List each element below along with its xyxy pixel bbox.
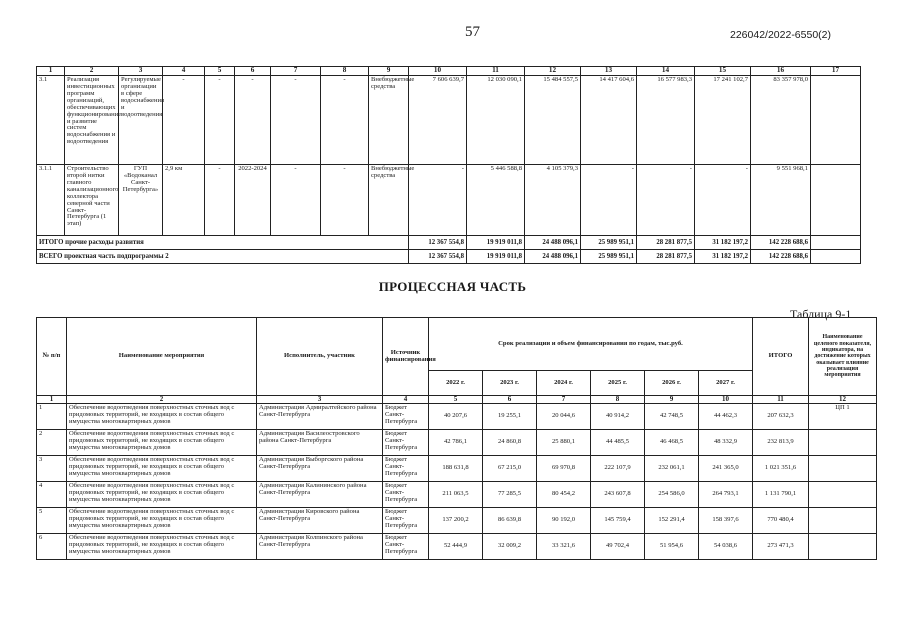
value-cell: 7 606 639,7 <box>409 76 467 165</box>
value-cell: 24 860,8 <box>483 430 537 456</box>
col-num: 15 <box>695 67 751 76</box>
funding-source: Бюджет Санкт-Петербурга <box>383 404 429 430</box>
header-period: Срок реализации и объем финансирования по годам, тыс.руб. <box>429 318 753 371</box>
value-cell: 40 207,6 <box>429 404 483 430</box>
col-num: 11 <box>753 396 809 404</box>
cell: 2,9 км <box>163 165 205 236</box>
value-cell: 86 639,8 <box>483 508 537 534</box>
header-name: Наименование мероприятия <box>67 318 257 396</box>
header-year: 2022 г. <box>429 371 483 396</box>
value-cell: 24 488 096,1 <box>525 250 581 264</box>
funding-source: Бюджет Санкт-Петербурга <box>383 508 429 534</box>
value-cell: 20 044,6 <box>537 404 591 430</box>
header-row <box>37 318 877 371</box>
page-number: 57 <box>465 24 480 40</box>
col-num: 16 <box>751 67 811 76</box>
total-cell: 1 021 351,6 <box>753 456 809 482</box>
measure-name: Обеспечение водоотведения поверхностных сточных вод с придомовых территорий, не входящих в состав общего имущества многоквартирных домов <box>67 508 257 534</box>
col-num: 5 <box>429 396 483 404</box>
total-cell: 232 813,9 <box>753 430 809 456</box>
row-number: 6 <box>37 534 67 560</box>
col-num: 6 <box>235 67 271 76</box>
measure-name: Обеспечение водоотведения поверхностных сточных вод с придомовых территорий, не входящих в состав общего имущества многоквартирных домов <box>67 404 257 430</box>
value-cell: 67 215,0 <box>483 456 537 482</box>
value-cell: 137 200,2 <box>429 508 483 534</box>
measure-name: Обеспечение водоотведения поверхностных сточных вод с придомовых территорий, не входящих в состав общего имущества многоквартирных домов <box>67 482 257 508</box>
project-costs-table <box>36 66 861 264</box>
executor: Администрация Колпинского района Санкт-Петербурга <box>257 534 383 560</box>
table-row <box>37 76 861 165</box>
value-cell: 51 954,6 <box>645 534 699 560</box>
executor: Регулируемые организации в сфере водоснабжения и водоотведения <box>119 76 163 165</box>
funding-source: Бюджет Санкт-Петербурга <box>383 482 429 508</box>
indicator-cell <box>809 534 877 560</box>
value-cell: 19 919 011,8 <box>467 236 525 250</box>
value-cell: 19 255,1 <box>483 404 537 430</box>
total-cell: 142 228 688,6 <box>751 250 811 264</box>
total-row <box>37 236 861 250</box>
measure-name: Обеспечение водоотведения поверхностных сточных вод с придомовых территорий, не входящих в состав общего имущества многоквартирных домов <box>67 430 257 456</box>
value-cell: 25 989 951,1 <box>581 236 637 250</box>
column-number-row <box>37 396 877 404</box>
cell: 2022-2024 <box>235 165 271 236</box>
value-cell: 14 417 604,6 <box>581 76 637 165</box>
value-cell: 46 468,5 <box>645 430 699 456</box>
empty-cell <box>811 250 861 264</box>
cell: - <box>271 165 321 236</box>
value-cell: 28 281 877,5 <box>637 250 695 264</box>
table-row <box>37 404 877 430</box>
cell: - <box>321 76 369 165</box>
value-cell: 32 009,2 <box>483 534 537 560</box>
col-num: 10 <box>409 67 467 76</box>
value-cell: 152 291,4 <box>645 508 699 534</box>
col-num: 6 <box>483 396 537 404</box>
col-num: 9 <box>369 67 409 76</box>
value-cell: 42 748,5 <box>645 404 699 430</box>
indicator-cell <box>809 508 877 534</box>
process-part-table <box>36 317 877 560</box>
total-cell: 207 632,3 <box>753 404 809 430</box>
cell: - <box>163 76 205 165</box>
value-cell: 25 880,1 <box>537 430 591 456</box>
col-num: 3 <box>257 396 383 404</box>
value-cell: 80 454,2 <box>537 482 591 508</box>
col-num: 2 <box>67 396 257 404</box>
value-cell: 145 759,4 <box>591 508 645 534</box>
funding-source: Бюджет Санкт-Петербурга <box>383 534 429 560</box>
table-row <box>37 456 877 482</box>
value-cell: 19 919 011,8 <box>467 250 525 264</box>
value-cell: 188 631,8 <box>429 456 483 482</box>
value-cell: 44 462,3 <box>699 404 753 430</box>
value-cell: 44 485,5 <box>591 430 645 456</box>
value-cell: 90 192,0 <box>537 508 591 534</box>
col-num: 10 <box>699 396 753 404</box>
measure-name: Обеспечение водоотведения поверхностных сточных вод с придомовых территорий, не входящих в состав общего имущества многоквартирных домов <box>67 456 257 482</box>
document-code: 226042/2022-6550(2) <box>730 29 832 41</box>
total-label: ВСЕГО проектная часть подпрограммы 2 <box>37 250 409 264</box>
value-cell: 264 793,1 <box>699 482 753 508</box>
total-cell: 770 480,4 <box>753 508 809 534</box>
total-cell: 273 471,3 <box>753 534 809 560</box>
funding-source: Бюджет Санкт-Петербурга <box>383 430 429 456</box>
value-cell: 12 030 090,1 <box>467 76 525 165</box>
value-cell: 48 332,9 <box>699 430 753 456</box>
value-cell: 12 367 554,8 <box>409 236 467 250</box>
value-cell: - <box>637 165 695 236</box>
value-cell: 69 970,8 <box>537 456 591 482</box>
executor: Администрация Кировского района Санкт-Петербурга <box>257 508 383 534</box>
section-title: ПРОЦЕССНАЯ ЧАСТЬ <box>378 279 527 294</box>
value-cell: 243 607,8 <box>591 482 645 508</box>
executor: ГУП «Водоканал Санкт-Петербурга» <box>119 165 163 236</box>
header-year: 2026 г. <box>645 371 699 396</box>
col-num: 9 <box>645 396 699 404</box>
total-cell: 142 228 688,6 <box>751 236 811 250</box>
value-cell: 31 182 197,2 <box>695 236 751 250</box>
value-cell: 15 484 557,5 <box>525 76 581 165</box>
table-row <box>37 430 877 456</box>
funding-source: Внебюджетные средства <box>369 76 409 165</box>
table-row <box>37 534 877 560</box>
table-label: Таблица 9-1 <box>790 307 852 321</box>
value-cell: 31 182 197,2 <box>695 250 751 264</box>
value-cell: 33 321,6 <box>537 534 591 560</box>
col-num: 7 <box>537 396 591 404</box>
value-cell: 77 285,5 <box>483 482 537 508</box>
col-num: 17 <box>811 67 861 76</box>
header-num: № п/п <box>37 318 67 396</box>
value-cell: 25 989 951,1 <box>581 250 637 264</box>
col-num: 4 <box>383 396 429 404</box>
col-num: 7 <box>271 67 321 76</box>
measure-name: Реализация инвестиционных программ организаций, обеспечивающих функционирование и развитие систем водоснабжения и водоотведения <box>65 76 119 165</box>
cell: - <box>235 76 271 165</box>
column-number-row <box>37 67 861 76</box>
empty-cell <box>811 165 861 236</box>
measure-name: Обеспечение водоотведения поверхностных сточных вод с придомовых территорий, не входящих в состав общего имущества многоквартирных домов <box>67 534 257 560</box>
col-num: 12 <box>809 396 877 404</box>
empty-cell <box>811 236 861 250</box>
value-cell: - <box>581 165 637 236</box>
indicator-cell <box>809 482 877 508</box>
value-cell: 16 577 983,3 <box>637 76 695 165</box>
cell: - <box>321 165 369 236</box>
cell: - <box>271 76 321 165</box>
header-year: 2023 г. <box>483 371 537 396</box>
table-row <box>37 165 861 236</box>
total-cell: 83 357 978,0 <box>751 76 811 165</box>
header-total: ИТОГО <box>753 318 809 396</box>
row-number: 3.1 <box>37 76 65 165</box>
row-number: 4 <box>37 482 67 508</box>
col-num: 3 <box>119 67 163 76</box>
row-number: 5 <box>37 508 67 534</box>
header-year: 2027 г. <box>699 371 753 396</box>
table-row <box>37 508 877 534</box>
executor: Администрация Василеостровского района Санкт-Петербурга <box>257 430 383 456</box>
total-label: ИТОГО прочие расходы развития <box>37 236 409 250</box>
empty-cell <box>811 76 861 165</box>
value-cell: 254 586,0 <box>645 482 699 508</box>
value-cell: 40 914,2 <box>591 404 645 430</box>
col-num: 8 <box>591 396 645 404</box>
executor: Администрация Калининского района Санкт-Петербурга <box>257 482 383 508</box>
value-cell: 42 786,1 <box>429 430 483 456</box>
header-indicator: Наименование целевого показателя, индикатора, на достижение которых оказывает влияние реализация мероприятия <box>809 318 877 396</box>
value-cell: 5 446 588,8 <box>467 165 525 236</box>
indicator-cell <box>809 430 877 456</box>
indicator-cell <box>809 456 877 482</box>
measure-name: Строительство второй нитки главного канализационного коллектора северной части Санкт-Петербурга (1 этап) <box>65 165 119 236</box>
header-source: Источник финансирования <box>383 318 429 396</box>
executor: Администрация Адмиралтейского района Санкт-Петербурга <box>257 404 383 430</box>
funding-source: Бюджет Санкт-Петербурга <box>383 456 429 482</box>
value-cell: 52 444,9 <box>429 534 483 560</box>
cell: - <box>205 76 235 165</box>
executor: Администрация Выборгского района Санкт-Петербурга <box>257 456 383 482</box>
value-cell: 222 107,9 <box>591 456 645 482</box>
value-cell: - <box>409 165 467 236</box>
cell: - <box>205 165 235 236</box>
row-number: 3.1.1 <box>37 165 65 236</box>
col-num: 8 <box>321 67 369 76</box>
value-cell: 4 105 379,3 <box>525 165 581 236</box>
total-cell: 1 131 790,1 <box>753 482 809 508</box>
value-cell: - <box>695 165 751 236</box>
value-cell: 232 061,1 <box>645 456 699 482</box>
col-num: 1 <box>37 67 65 76</box>
col-num: 5 <box>205 67 235 76</box>
header-executor: Исполнитель, участник <box>257 318 383 396</box>
value-cell: 28 281 877,5 <box>637 236 695 250</box>
col-num: 11 <box>467 67 525 76</box>
value-cell: 24 488 096,1 <box>525 236 581 250</box>
col-num: 12 <box>525 67 581 76</box>
grand-total-row <box>37 250 861 264</box>
value-cell: 211 063,5 <box>429 482 483 508</box>
value-cell: 17 241 102,7 <box>695 76 751 165</box>
table-row <box>37 482 877 508</box>
indicator-cell: ЦП 1 <box>809 404 877 430</box>
col-num: 2 <box>65 67 119 76</box>
row-number: 2 <box>37 430 67 456</box>
value-cell: 241 365,0 <box>699 456 753 482</box>
row-number: 1 <box>37 404 67 430</box>
value-cell: 54 038,6 <box>699 534 753 560</box>
total-cell: 9 551 968,1 <box>751 165 811 236</box>
value-cell: 49 702,4 <box>591 534 645 560</box>
funding-source: Внебюджетные средства <box>369 165 409 236</box>
header-year: 2024 г. <box>537 371 591 396</box>
row-number: 3 <box>37 456 67 482</box>
col-num: 4 <box>163 67 205 76</box>
col-num: 13 <box>581 67 637 76</box>
value-cell: 12 367 554,8 <box>409 250 467 264</box>
col-num: 1 <box>37 396 67 404</box>
col-num: 14 <box>637 67 695 76</box>
header-year: 2025 г. <box>591 371 645 396</box>
value-cell: 158 397,6 <box>699 508 753 534</box>
